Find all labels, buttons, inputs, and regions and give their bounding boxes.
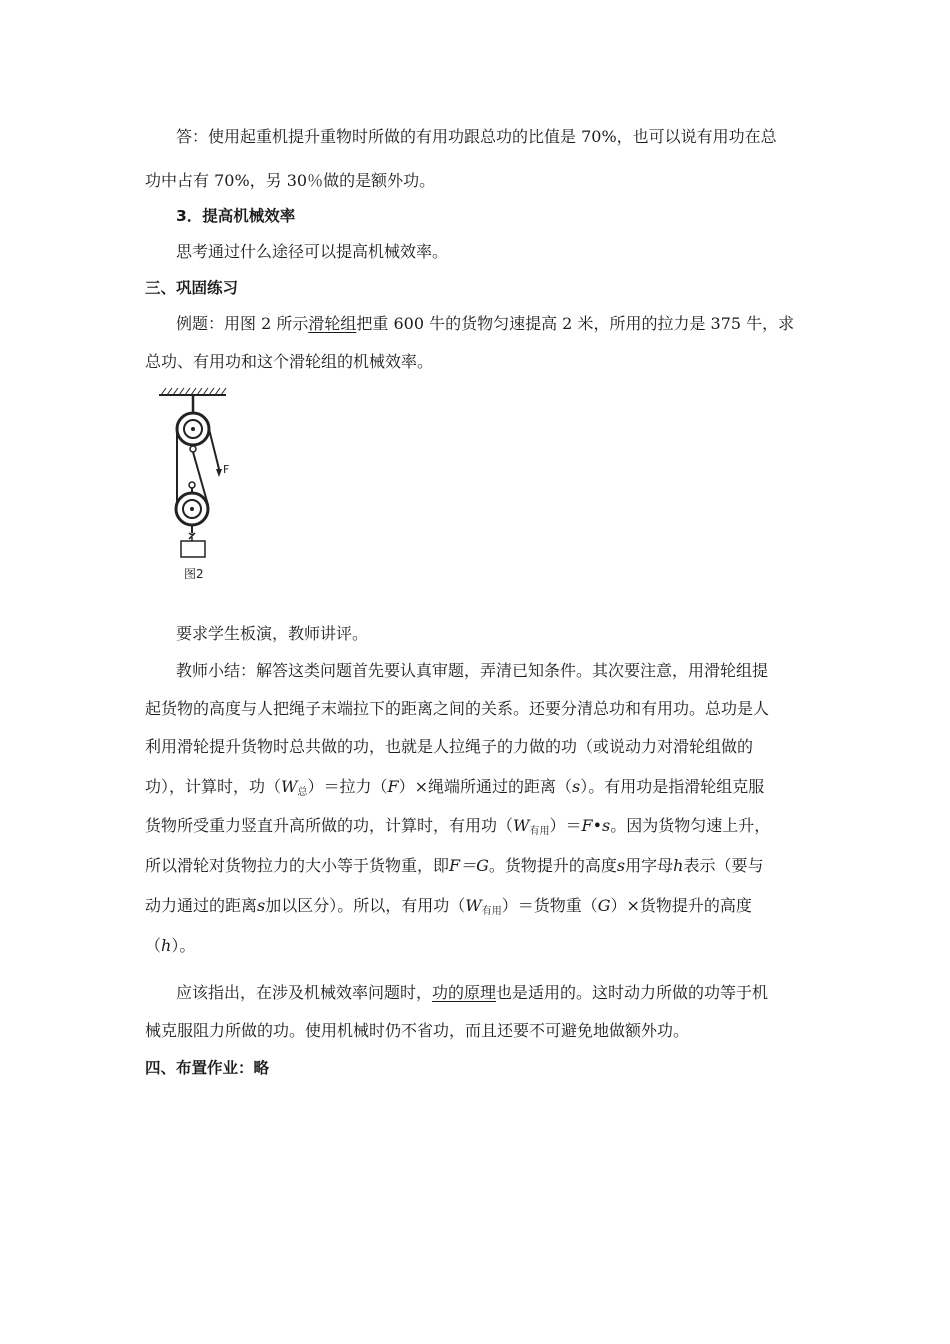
s6-text-c: 用字母 xyxy=(625,856,674,875)
s7-text-b: 加以区分）。所以，有用功（ xyxy=(265,896,466,915)
summary-line-7 xyxy=(145,896,752,922)
eq-f-g: F＝G xyxy=(449,856,489,875)
var-s: s xyxy=(257,896,266,915)
var-g: G xyxy=(597,896,611,915)
var-w: W xyxy=(465,896,482,915)
section-heading-practice: 三、巩固练习 xyxy=(145,279,239,297)
var-f: F xyxy=(581,816,593,835)
s4-text-b: ）＝拉力（ xyxy=(307,777,388,796)
var-h: h xyxy=(161,936,172,955)
sub-useful: 有用 xyxy=(481,906,502,917)
force-label: F xyxy=(223,463,230,476)
summary-line-1: 教师小结：解答这类问题首先要认真审题，弄清已知条件。其次要注意，用滑轮组提 xyxy=(176,661,769,680)
s7-text-c: ）＝货物重（ xyxy=(501,896,598,915)
var-s: s xyxy=(602,816,611,835)
summary-line-4 xyxy=(145,777,764,803)
s7-text-a: 动力通过的距离 xyxy=(145,896,258,915)
board-line: 要求学生板演，教师讲评。 xyxy=(176,624,369,643)
s6-text-a: 所以滑轮对货物拉力的大小等于货物重，即 xyxy=(145,856,450,875)
answer-line-2: 功中占有 70%，另 30％做的是额外功。 xyxy=(145,171,436,190)
summary-line-6 xyxy=(145,856,763,876)
var-h: h xyxy=(673,856,684,875)
subheading-improve-efficiency: 3．提高机械效率 xyxy=(176,207,296,225)
s5-dot: • xyxy=(592,816,603,835)
pulley-block-link[interactable]: 滑轮组 xyxy=(308,314,357,333)
s5-text-b: ）＝ xyxy=(549,816,582,835)
example-line-1 xyxy=(176,314,794,334)
answer-line-1: 答：使用起重机提升重物时所做的有用功跟总功的比值是 70%，也可以说有用功在总 xyxy=(176,127,777,146)
figure-caption: 图2 xyxy=(184,567,204,581)
s4-text-d: ）。有用功是指滑轮组克服 xyxy=(580,777,765,796)
summary-line-3: 利用滑轮提升货物时总共做的功，也就是人拉绳子的力做的功（或说动力对滑轮组做的 xyxy=(145,737,754,756)
think-line: 思考通过什么途径可以提高机械效率。 xyxy=(176,242,449,261)
var-s: s xyxy=(572,777,581,796)
s6-text-d: 表示（要与 xyxy=(683,856,764,875)
example-text-a: 例题：用图 2 所示 xyxy=(176,314,309,333)
var-s: s xyxy=(616,856,626,875)
pulley-block-figure xyxy=(156,385,246,585)
summary-line-5 xyxy=(145,816,770,842)
s4-text-a: 功），计算时，功（ xyxy=(145,777,282,796)
sub-total: 总 xyxy=(297,787,308,798)
s5-text-d: 。因为货物匀速上升， xyxy=(610,816,771,835)
summary-line-2: 起货物的高度与人把绳子末端拉下的距离之间的关系。还要分清总功和有用功。总功是人 xyxy=(145,699,770,718)
example-text-b: 把重 600 牛的货物匀速提高 2 米，所用的拉力是 375 牛，求 xyxy=(356,314,795,333)
sub-useful: 有用 xyxy=(529,826,550,837)
var-w: W xyxy=(513,816,530,835)
s6-text-b: 。货物提升的高度 xyxy=(488,856,617,875)
work-principle-link[interactable]: 功的原理 xyxy=(432,983,497,1002)
s5-text-a: 货物所受重力竖直升高所做的功，计算时，有用功（ xyxy=(145,816,514,835)
s7-text-d: ）×货物提升的高度 xyxy=(610,896,752,915)
principle-text-a: 应该指出，在涉及机械效率问题时， xyxy=(176,983,433,1002)
section-heading-homework: 四、布置作业：略 xyxy=(145,1059,270,1077)
summary-line-8 xyxy=(145,936,195,956)
s4-text-c: ）×绳端所通过的距离（ xyxy=(398,777,573,796)
s8-text-a: （ xyxy=(145,936,162,955)
example-line-2: 总功、有用功和这个滑轮组的机械效率。 xyxy=(145,352,434,371)
s8-text-b: ）。 xyxy=(171,936,196,955)
var-w: W xyxy=(281,777,298,796)
principle-text-b: 也是适用的。这时动力所做的功等于机 xyxy=(496,983,769,1002)
var-f: F xyxy=(387,777,399,796)
principle-line-2: 械克服阻力所做的功。使用机械时仍不省功，而且还要不可避免地做额外功。 xyxy=(145,1021,690,1040)
principle-line-1 xyxy=(176,983,768,1003)
